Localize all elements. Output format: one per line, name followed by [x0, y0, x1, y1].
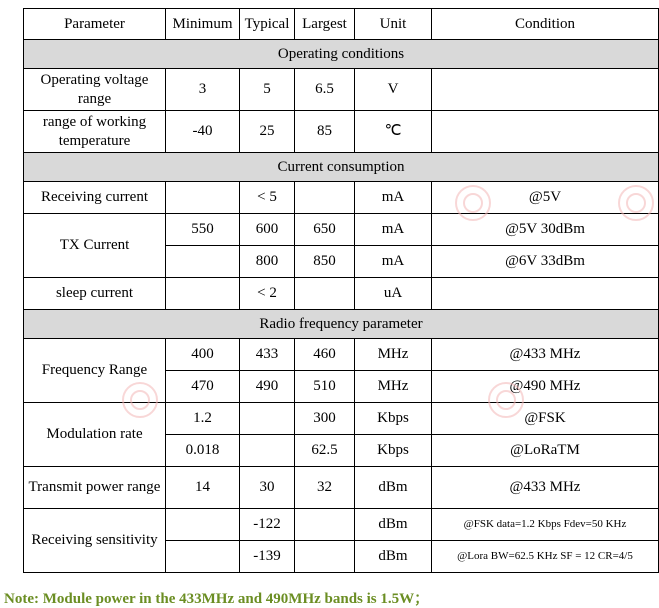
section-row [24, 153, 659, 182]
unit-cell: mA [355, 246, 432, 278]
min-cell: -40 [166, 111, 240, 153]
header-parameter: Parameter [24, 9, 166, 40]
typ-cell: -139 [240, 541, 295, 573]
unit-cell: ℃ [355, 111, 432, 153]
section-row [24, 310, 659, 339]
max-cell: 850 [295, 246, 355, 278]
cond-cell: @LoRaTM [432, 435, 659, 467]
table-row [24, 69, 659, 111]
typ-cell: < 5 [240, 182, 295, 214]
cond-cell: @Lora BW=62.5 KHz SF = 12 CR=4/5 [432, 541, 659, 573]
header-minimum: Minimum [166, 9, 240, 40]
table-row [24, 339, 659, 371]
cond-cell [432, 111, 659, 153]
watermark-logo-icon [455, 185, 491, 221]
max-cell: 85 [295, 111, 355, 153]
max-cell: 460 [295, 339, 355, 371]
header-row [24, 9, 659, 40]
max-cell: 6.5 [295, 69, 355, 111]
header-unit: Unit [355, 9, 432, 40]
param-cell: Receiving current [24, 182, 166, 214]
max-cell: 32 [295, 467, 355, 509]
param-cell: range of working temperature [24, 111, 166, 153]
unit-cell: dBm [355, 467, 432, 509]
cond-cell: @6V 33dBm [432, 246, 659, 278]
cond-cell: @433 MHz [432, 467, 659, 509]
unit-cell: dBm [355, 541, 432, 573]
unit-cell: MHz [355, 371, 432, 403]
cond-cell [432, 278, 659, 310]
table-row [24, 467, 659, 509]
unit-cell: mA [355, 214, 432, 246]
unit-cell: V [355, 69, 432, 111]
min-cell: 400 [166, 339, 240, 371]
typ-cell: 433 [240, 339, 295, 371]
typ-cell: 490 [240, 371, 295, 403]
cond-cell: @5V [432, 182, 659, 214]
min-cell [166, 182, 240, 214]
typ-cell: -122 [240, 509, 295, 541]
min-cell: 3 [166, 69, 240, 111]
max-cell: 62.5 [295, 435, 355, 467]
param-cell: Frequency Range [24, 339, 166, 403]
max-cell: 300 [295, 403, 355, 435]
header-largest: Largest [295, 9, 355, 40]
unit-cell: Kbps [355, 435, 432, 467]
typ-cell: 800 [240, 246, 295, 278]
max-cell [295, 541, 355, 573]
typ-cell: < 2 [240, 278, 295, 310]
unit-cell: dBm [355, 509, 432, 541]
cond-cell: @FSK [432, 403, 659, 435]
param-cell: sleep current [24, 278, 166, 310]
cond-cell: @433 MHz [432, 339, 659, 371]
max-cell: 510 [295, 371, 355, 403]
typ-cell: 600 [240, 214, 295, 246]
typ-cell: 30 [240, 467, 295, 509]
section-radio-frequency-parameter: Radio frequency parameter [24, 310, 659, 339]
param-cell: TX Current [24, 214, 166, 278]
table-row [24, 509, 659, 541]
unit-cell: uA [355, 278, 432, 310]
section-operating-conditions: Operating conditions [24, 40, 659, 69]
typ-cell: 25 [240, 111, 295, 153]
max-cell [295, 278, 355, 310]
spec-table [23, 8, 659, 573]
min-cell: 1.2 [166, 403, 240, 435]
max-cell [295, 182, 355, 214]
param-cell: Transmit power range [24, 467, 166, 509]
min-cell [166, 278, 240, 310]
cond-cell: @FSK data=1.2 Kbps Fdev=50 KHz [432, 509, 659, 541]
footnote: Note: Module power in the 433MHz and 490MHz bands is 1.5W； [4, 591, 430, 607]
section-current-consumption: Current consumption [24, 153, 659, 182]
max-cell: 650 [295, 214, 355, 246]
min-cell [166, 246, 240, 278]
min-cell: 14 [166, 467, 240, 509]
typ-cell [240, 435, 295, 467]
section-row [24, 40, 659, 69]
cond-cell: @5V 30dBm [432, 214, 659, 246]
min-cell: 550 [166, 214, 240, 246]
table-row [24, 111, 659, 153]
table-row [24, 403, 659, 435]
typ-cell [240, 403, 295, 435]
watermark-logo-icon [618, 185, 654, 221]
unit-cell: mA [355, 182, 432, 214]
header-typical: Typical [240, 9, 295, 40]
unit-cell: Kbps [355, 403, 432, 435]
table-row [24, 182, 659, 214]
min-cell: 0.018 [166, 435, 240, 467]
min-cell [166, 541, 240, 573]
max-cell [295, 509, 355, 541]
table-row [24, 278, 659, 310]
min-cell [166, 509, 240, 541]
header-condition: Condition [432, 9, 659, 40]
param-cell: Receiving sensitivity [24, 509, 166, 573]
param-cell: Operating voltage range [24, 69, 166, 111]
min-cell: 470 [166, 371, 240, 403]
unit-cell: MHz [355, 339, 432, 371]
cond-cell [432, 69, 659, 111]
watermark-logo-icon [122, 382, 158, 418]
table-row [24, 214, 659, 246]
typ-cell: 5 [240, 69, 295, 111]
param-cell: Modulation rate [24, 403, 166, 467]
watermark-logo-icon [488, 382, 524, 418]
cond-cell: @490 MHz [432, 371, 659, 403]
